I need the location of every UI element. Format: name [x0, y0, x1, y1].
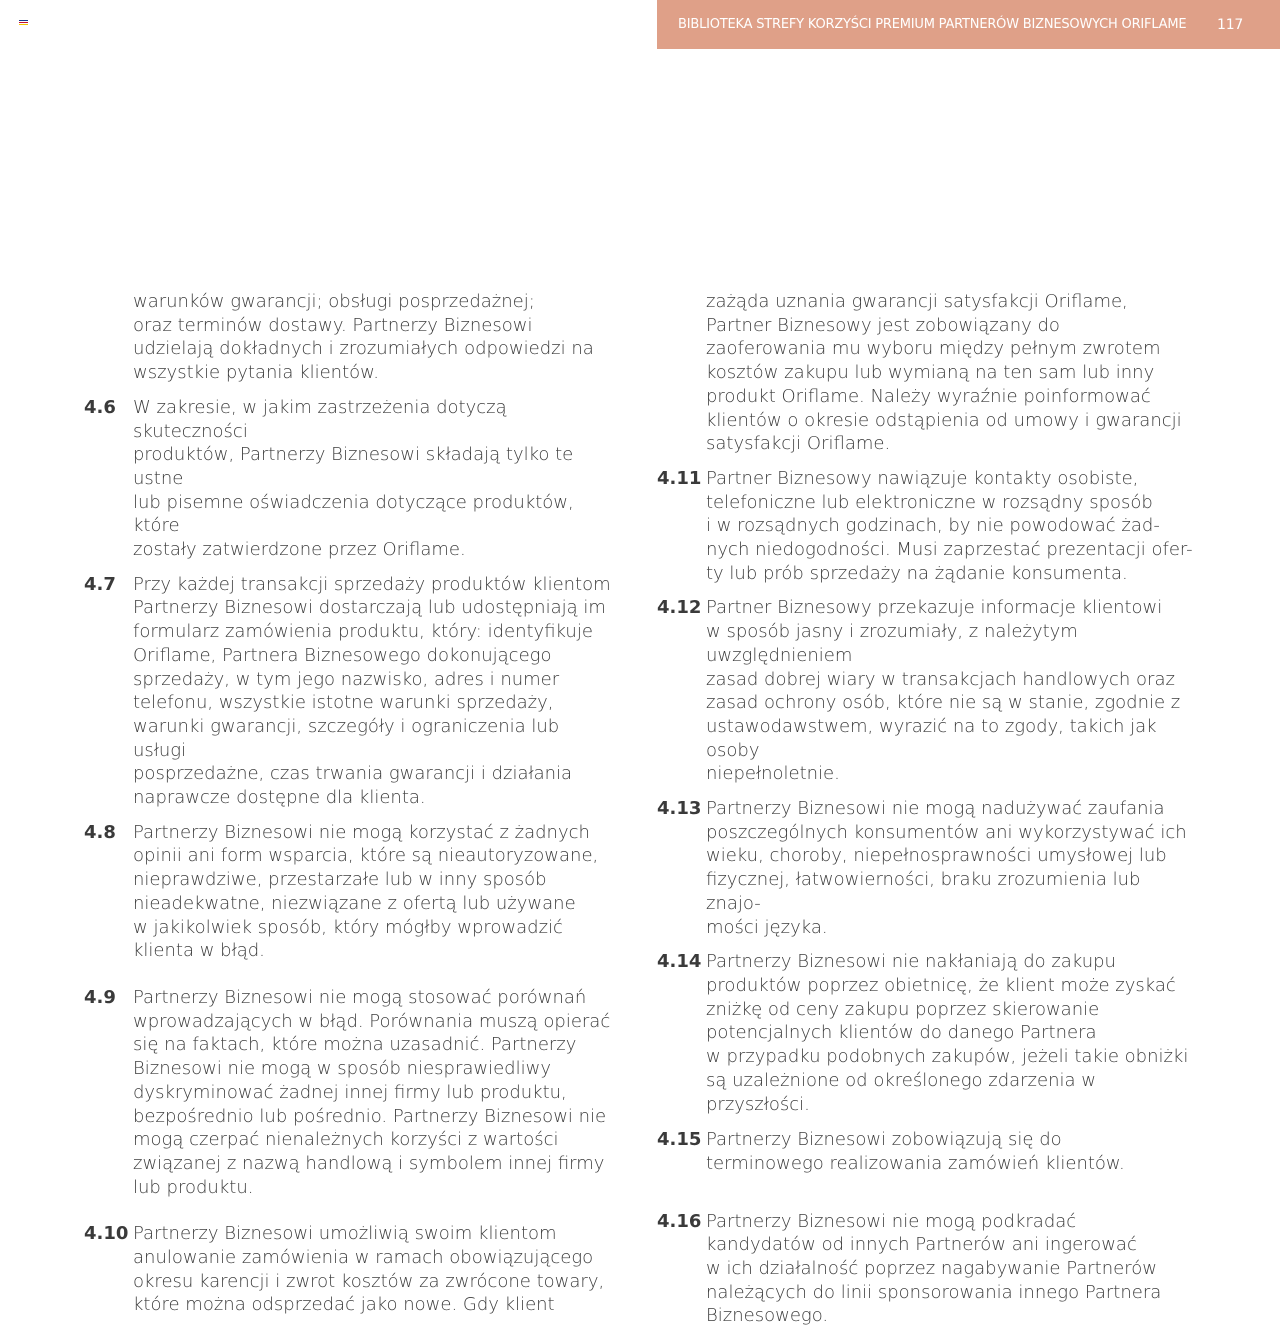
paragraph-number: 4.7	[84, 573, 116, 595]
paragraph-4-16	[657, 1210, 1197, 1328]
paragraph-number: 4.10	[84, 1223, 129, 1245]
right-column	[657, 290, 1197, 1328]
paragraph-text: Partnerzy Biznesowi nie mogą korzystać z żadnych opinii ani form wsparcia, które są nieautoryzowane, nieprawdziwe, przestarzałe lub w inny sposób nieadekwatne, niezwiązane z ofertą lub używane w jakikolwiek sposób, który mógłby wprowadzić klienta w błąd.	[133, 821, 599, 962]
paragraph-text: Partner Biznesowy przekazuje informacje klientowi w sposób jasny i zrozumiały, z należytym uwzględnieniem zasad dobrej wiary w transakcjach handlowych oraz zasad ochrony osób, które nie są w stanie, zgodnie z ustawodawstwem, wyrazić na to zgody, takich jak osoby niepełnoletnie.	[706, 597, 1181, 785]
paragraph-text: Partner Biznesowy nawiązuje kontakty osobiste, telefoniczne lub elektroniczne w rozsądny sposób i w rozsądnych godzinach, by nie powodować żad- nych niedogodności. Musi zaprzestać prezentacji ofer- ty lub prób sprzedaży na żądanie konsumenta.	[706, 467, 1193, 584]
paragraph-4-9	[84, 986, 614, 1199]
paragraph-continued	[657, 290, 1197, 456]
paragraph-4-8	[84, 821, 614, 963]
paragraph-4-12	[657, 596, 1197, 786]
page-number: 117	[1217, 17, 1244, 33]
paragraph-number: 4.6	[84, 396, 116, 418]
left-column	[84, 290, 614, 1317]
paragraph-number: 4.9	[84, 986, 116, 1008]
paragraph-text: Partnerzy Biznesowi zobowiązują się do terminowego realizowania zamówień klientów.	[706, 1129, 1125, 1174]
paragraph-4-11	[657, 467, 1197, 586]
paragraph-4-7	[84, 573, 614, 810]
paragraph-number: 4.11	[657, 467, 702, 489]
paragraph-number: 4.16	[657, 1210, 702, 1232]
paragraph-continued	[84, 290, 614, 385]
paragraph-text: Partnerzy Biznesowi nie mogą nadużywać zaufania poszczególnych konsumentów ani wykorzystywać ich wieku, choroby, niepełnosprawności umysłowej lub fizycznej, łatwowierności, braku zrozumienia lub znajo- mości języka.	[706, 798, 1187, 938]
paragraph-number: 4.14	[657, 951, 702, 973]
paragraph-text: Przy każdej transakcji sprzedaży produktów klientom Partnerzy Biznesowi dostarczają lub udostępniają im formularz zamówienia produktu, który: identyfikuje Oriflame, Partnera Biznesowego dokonującego sprzedaży, w tym jego nazwisko, adres i numer telefonu, wszystkie istotne warunki sprzedaży, warunki gwarancji, szczegóły i ograniczenia lub usługi posprzedażne, czas trwania gwarancji i działania naprawcze dostępne dla klienta.	[133, 573, 611, 809]
paragraph-text: Partnerzy Biznesowi nie mogą stosować porównań wprowadzających w błąd. Porównania muszą opierać się na faktach, które można uzasadnić. Partnerzy Biznesowi nie mogą w sposób niesprawiedliwy dyskryminować żadnej innej firmy lub produktu, bezpośrednio lub pośrednio. Partnerzy Biznesowi nie mogą czerpać nienależnych korzyści z wartości związanej z nazwą handlową i symbolem innej firmy lub produktu.	[133, 986, 611, 1198]
paragraph-number: 4.15	[657, 1129, 702, 1151]
paragraph-4-6	[84, 396, 614, 562]
paragraph-4-15	[657, 1128, 1197, 1175]
paragraph-4-14	[657, 950, 1197, 1116]
paragraph-number: 4.13	[657, 798, 702, 820]
paragraph-4-10	[84, 1222, 614, 1317]
flag-stripe	[19, 20, 28, 21]
header-title: BIBLIOTEKA STREFY KORZYŚCI PREMIUM PARTNERÓW BIZNESOWYCH ORIFLAME	[678, 17, 1187, 32]
paragraph-text: Partnerzy Biznesowi umożliwią swoim klientom anulowanie zamówienia w ramach obowiązującego okresu karencji i zwrot kosztów za zwrócone towary, które można odsprzedać jako nowe. Gdy klient	[133, 1223, 605, 1316]
paragraph-text: zażąda uznania gwarancji satysfakcji Oriflame, Partner Biznesowy jest zobowiązany do zaoferowania mu wyboru między pełnym zwrotem kosztów zakupu lub wymianą na ten sam lub inny produkt Oriflame. Należy wyraźnie poinformować klientów o okresie odstąpienia od umowy i gwarancji satysfakcji Oriflame.	[706, 291, 1182, 455]
flag-stripe	[19, 24, 28, 25]
header-banner	[657, 0, 1280, 49]
paragraph-text: Partnerzy Biznesowi nie nakłaniają do zakupu produktów poprzez obietnicę, że klient może zyskać zniżkę od ceny zakupu poprzez skierowanie potencjalnych klientów do danego Partnera w przypadku podobnych zakupów, jeżeli takie obniżki są uzależnione od określonego zdarzenia w przyszłości.	[706, 951, 1189, 1115]
paragraph-4-13	[657, 797, 1197, 939]
paragraph-text: W zakresie, w jakim zastrzeżenia dotyczą skuteczności produktów, Partnerzy Biznesowi składają tylko te ustne lub pisemne oświadczenia dotyczące produktów, które zostały zatwierdzone przez Oriflame.	[133, 396, 574, 561]
paragraph-number: 4.8	[84, 821, 116, 843]
paragraph-text: warunków gwarancji; obsługi posprzedażnej; oraz terminów dostawy. Partnerzy Biznesowi udzielają dokładnych i zrozumiałych odpowiedzi na wszystkie pytania klientów.	[133, 291, 594, 384]
flag-stripe	[19, 22, 28, 23]
flag-icon	[19, 20, 28, 27]
paragraph-number: 4.12	[657, 597, 702, 619]
paragraph-text: Partnerzy Biznesowi nie mogą podkradać kandydatów od innych Partnerów ani ingerować w ich działalność poprzez nagabywanie Partnerów należących do linii sponsorowania innego Partnera Biznesowego.	[706, 1210, 1162, 1327]
